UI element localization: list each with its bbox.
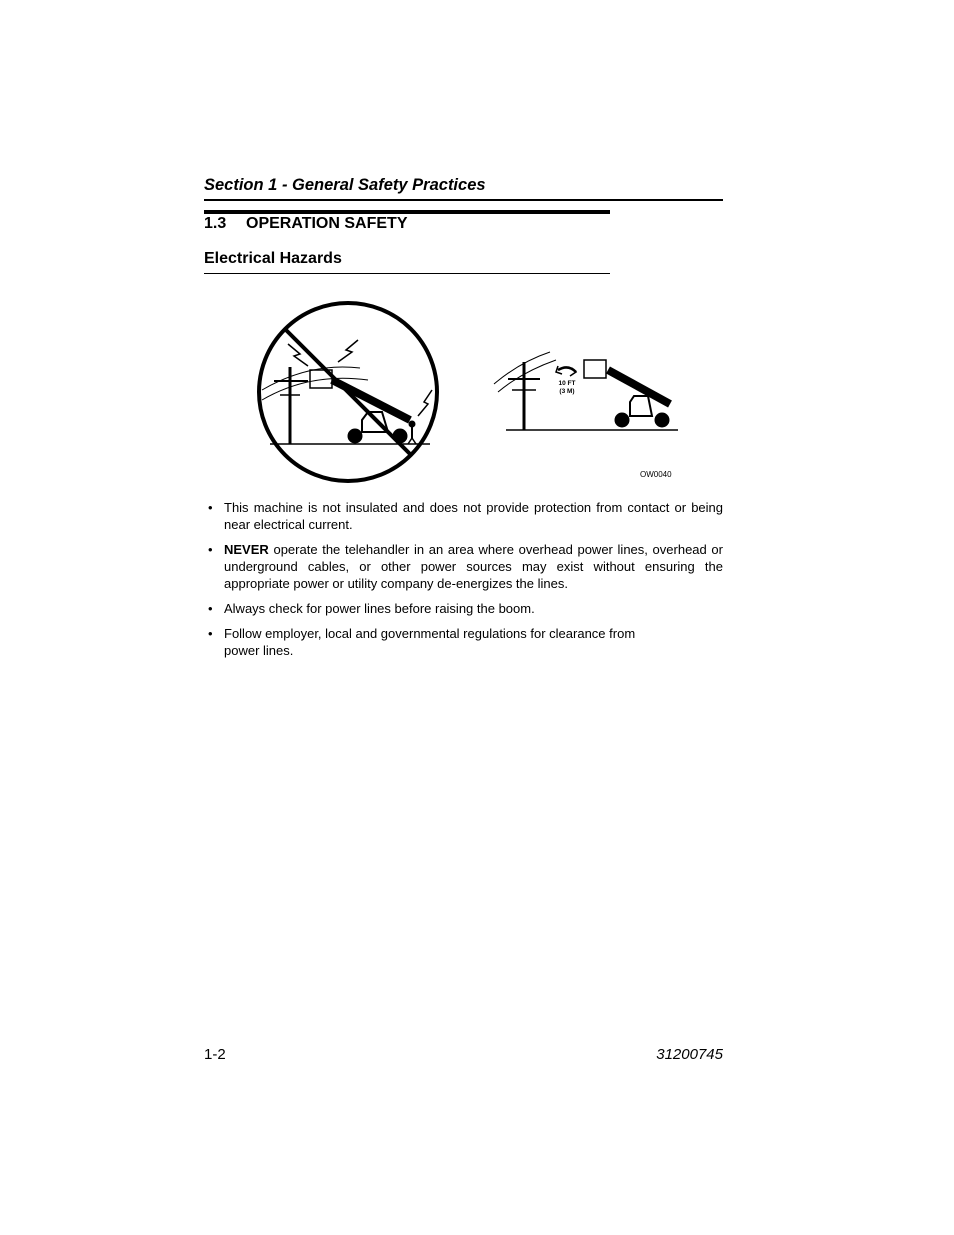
figure-caption: OW0040 (640, 470, 672, 479)
document-number: 31200745 (656, 1046, 723, 1063)
section-heading (204, 215, 408, 233)
list-item: • This machine is not insulated and does not provide protection from contact or being near electrical current. (208, 500, 723, 532)
heading-rule (204, 210, 610, 214)
section-number: 1.3 (204, 215, 227, 232)
prohibited-scene (259, 303, 437, 481)
safe-distance-scene (494, 352, 678, 430)
section-heading-title: OPERATION SAFETY (246, 215, 408, 232)
page-number: 1-2 (204, 1046, 226, 1063)
electrical-hazard-figure (250, 292, 690, 487)
subsection-heading: Electrical Hazards (204, 250, 610, 274)
hazard-illustration (250, 292, 690, 487)
emphasis-never: NEVER (224, 542, 269, 557)
list-item: • Always check for power lines before raising the boom. (208, 601, 535, 616)
safety-bullet-list (204, 499, 723, 667)
list-item: • Follow employer, local and governmental regulations for clearance from power lines. (208, 626, 636, 658)
section-header: Section 1 - General Safety Practices (204, 176, 723, 201)
clearance-distance-label: 10 FT (3 M) (558, 380, 576, 395)
list-item: • NEVER operate the telehandler in an area where overhead power lines, overhead or underground cables, or other power sources may exist without ensuring the appropriate power or utility company de-energizes the lines. (208, 542, 723, 591)
